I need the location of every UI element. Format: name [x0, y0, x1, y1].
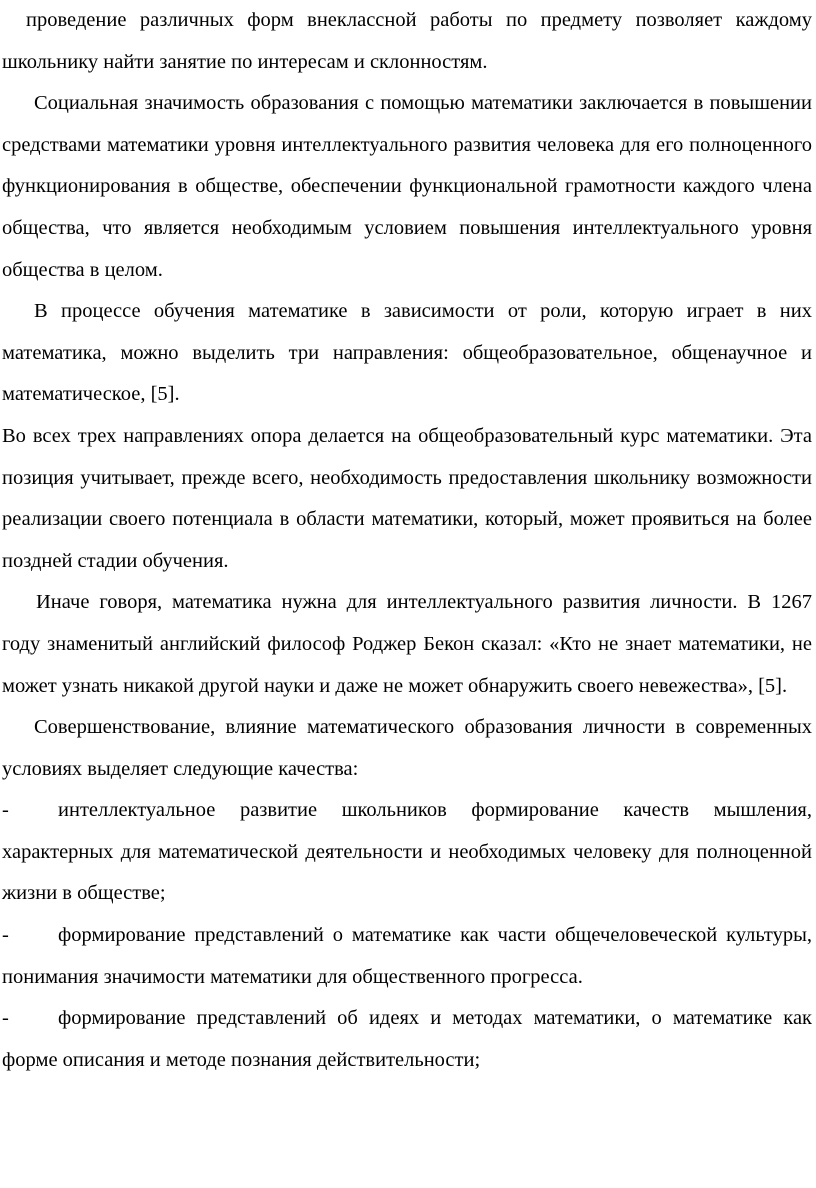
paragraph-bacon-quote: Иначе говоря, математика нужна для интеллектуального развития личности. В 1267 году знаменитый английский философ Роджер Бекон сказал: «Кто не знает математики, не может узнать никакой другой науки и даже не может обнаружить своего невежества», [5].	[2, 591, 812, 697]
list-item	[2, 915, 812, 998]
list-marker: -	[2, 924, 9, 947]
paragraph-qualities-intro: Совершенствование, влияние математического образования личности в современных условиях выделяет следующие качества:	[2, 716, 812, 780]
paragraph-extracurricular: проведение различных форм внеклассной работы по предмету позволяет каждому школьнику найти занятие по интересам и склонностям.	[2, 9, 812, 73]
list-item	[2, 998, 812, 1081]
qualities-list	[2, 790, 812, 1081]
paragraph-three-directions: В процессе обучения математике в зависимости от роли, которую играет в них математика, можно выделить три направления: общеобразовательное, общенаучное и математическое, [5].	[2, 300, 812, 406]
paragraph-social-significance: Социальная значимость образования с помощью математики заключается в повышении средствами математики уровня интеллектуального развития человека для его полноценного функционирования в обществе, обеспечении функциональной грамотности каждого члена общества, что является необходимым условием повышения интеллектуального уровня общества в целом.	[2, 92, 812, 281]
list-item-text: формирование представлений об идеях и методах математики, о математике как форме описания и методе познания действительности;	[2, 1007, 812, 1071]
list-item	[2, 790, 812, 915]
list-marker: -	[2, 1007, 9, 1030]
paragraph-general-course: Во всех трех направлениях опора делается на общеобразовательный курс математики. Эта позиция учитывает, прежде всего, необходимость предоставления школьнику возможности реализации своего потенциала в области математики, который, может проявиться на более поздней стадии обучения.	[2, 424, 812, 572]
list-item-text: интеллектуальное развитие школьников формирование качеств мышления, характерных для математической деятельности и необходимых человеку для полноценной жизни в обществе;	[2, 799, 812, 905]
list-marker: -	[2, 799, 9, 822]
list-item-text: формирование представлений о математике как части общечеловеческой культуры, понимания значимости математики для общественного прогресса.	[2, 924, 812, 988]
